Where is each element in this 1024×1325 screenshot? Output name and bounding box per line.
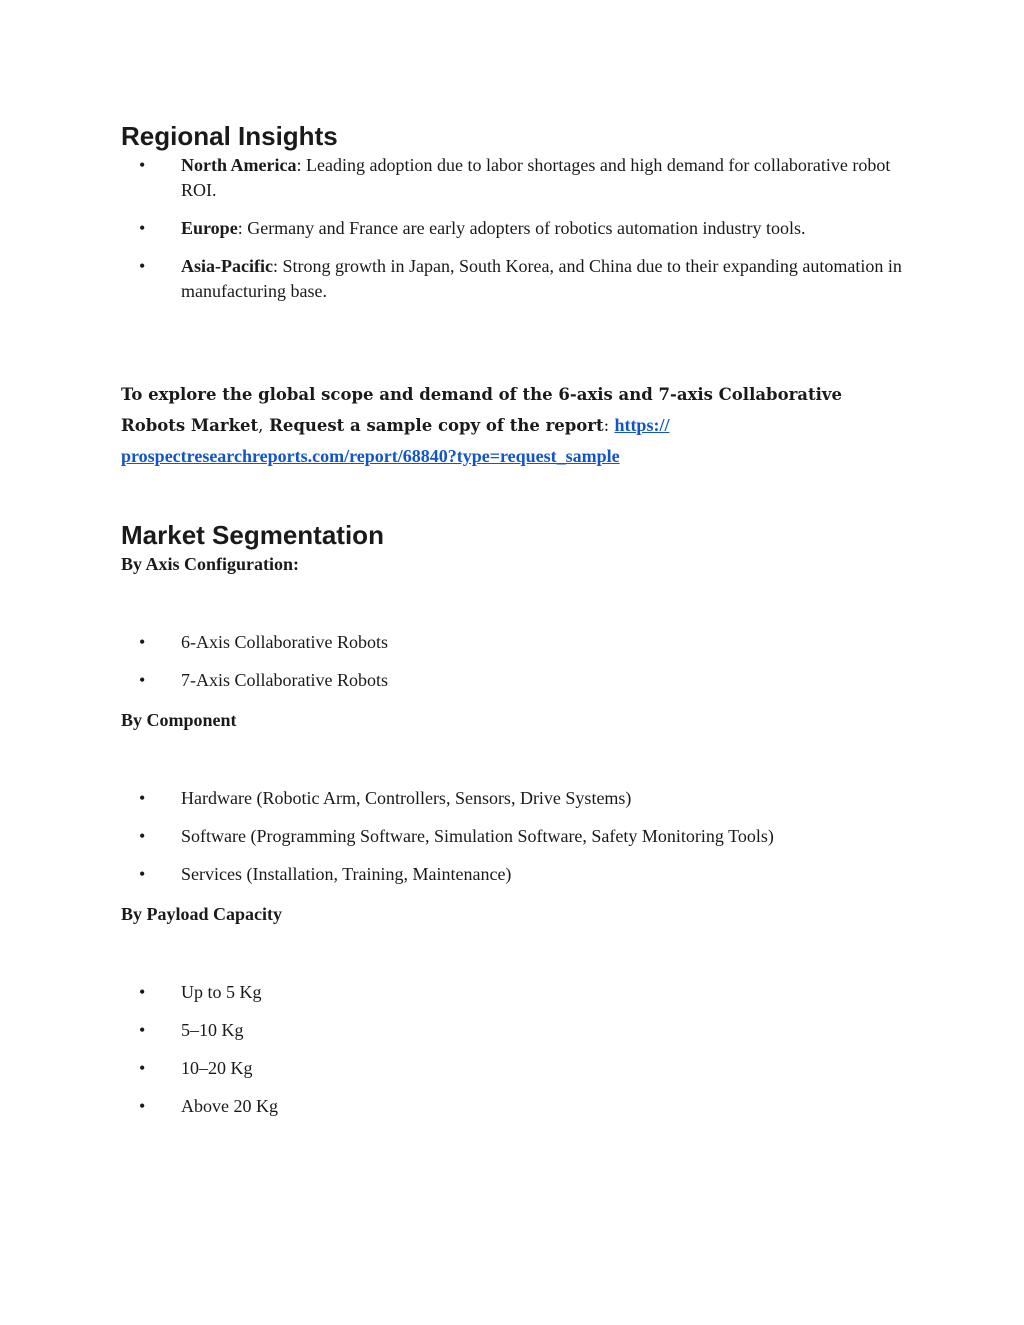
payload-capacity-list xyxy=(121,980,911,1132)
axis-configuration-heading: By Axis Configuration: xyxy=(121,554,300,574)
list-item: • North America: Leading adoption due to labor shortages and high demand for collaborative robot ROI. xyxy=(139,155,891,200)
region-label: North America xyxy=(181,155,297,175)
sample-report-link[interactable]: https:// prospectresearchreports.com/report/68840?type=request_sample xyxy=(121,415,670,466)
regional-insights-heading: Regional Insights xyxy=(121,121,338,151)
list-item: • 7-Axis Collaborative Robots xyxy=(121,668,911,693)
list-item: • Above 20 Kg xyxy=(121,1094,911,1119)
payload-capacity-heading: By Payload Capacity xyxy=(121,904,283,924)
list-item: • Software (Programming Software, Simulation Software, Safety Monitoring Tools) xyxy=(121,824,911,849)
bullet-icon: • xyxy=(139,864,146,884)
bullet-icon: • xyxy=(139,670,146,690)
bullet-icon: • xyxy=(139,826,146,846)
component-list xyxy=(121,786,911,900)
region-text: Germany and France are early adopters of robotics automation industry tools. xyxy=(242,218,806,238)
axis-configuration-list xyxy=(121,630,911,706)
bullet-icon: • xyxy=(139,632,146,652)
list-item: • Services (Installation, Training, Maintenance) xyxy=(121,862,911,887)
sample-request-paragraph: To explore the global scope and demand of the 6-axis and 7-axis Collaborative Robots Market, Request a sample copy of the report: https:// prospectresearchreports.com/report/68840?type=request_sample xyxy=(121,385,842,466)
cta-text-1: To explore the global scope and demand of the 6-axis and 7-axis Collaborative Robots Market xyxy=(121,385,842,435)
region-text: Strong growth in Japan, South Korea, and China due to their expanding automation in manufacturing base. xyxy=(181,256,902,301)
component-heading: By Component xyxy=(121,710,237,730)
region-label: Europe xyxy=(181,218,238,238)
list-item: • 5–10 Kg xyxy=(121,1018,911,1043)
bullet-icon: • xyxy=(139,788,146,808)
list-item: • 10–20 Kg xyxy=(121,1056,911,1081)
market-segmentation-heading: Market Segmentation xyxy=(121,520,384,550)
cta-text-2: Request a sample copy of the report xyxy=(263,416,604,435)
list-item: • Up to 5 Kg xyxy=(121,980,911,1005)
bullet-icon: • xyxy=(139,1020,146,1040)
regional-list xyxy=(121,153,911,317)
bullet-icon: • xyxy=(139,982,146,1002)
bullet-icon: • xyxy=(139,218,146,238)
list-item: • Hardware (Robotic Arm, Controllers, Sensors, Drive Systems) xyxy=(121,786,911,811)
bullet-icon: • xyxy=(139,1058,146,1078)
bullet-icon: • xyxy=(139,256,146,276)
list-item: • Europe: Germany and France are early adopters of robotics automation industry tools. xyxy=(121,216,911,241)
region-label: Asia-Pacific xyxy=(181,256,273,276)
region-text: Leading adoption due to labor shortages and high demand for collaborative robot ROI. xyxy=(181,155,891,200)
bullet-icon: • xyxy=(139,155,146,175)
bullet-icon: • xyxy=(139,1096,146,1116)
list-item: • Asia-Pacific: Strong growth in Japan, South Korea, and China due to their expanding automation in manufacturing base. xyxy=(139,256,902,301)
list-item: • 6-Axis Collaborative Robots xyxy=(121,630,911,655)
